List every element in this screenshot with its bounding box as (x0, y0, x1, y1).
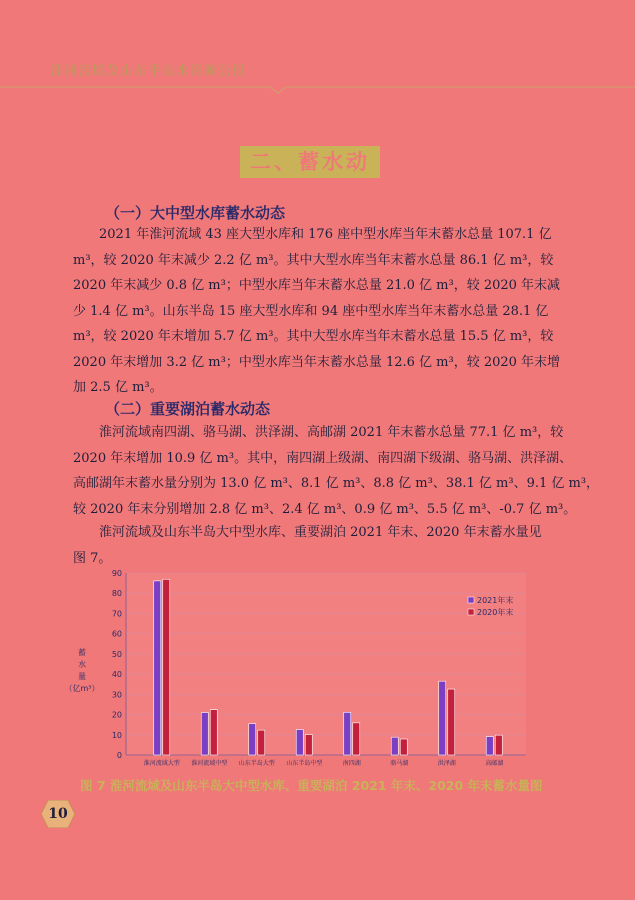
x-tick-label: 骆马湖 (390, 760, 409, 767)
text-line: m³，较 2020 年末减少 2.2 亿 m³。其中大型水库当年末蓄水总量 86.1 亿 m³，较 (73, 252, 554, 268)
x-tick-label: 高邮湖 (485, 760, 504, 767)
bar-2020 (353, 723, 360, 755)
y-axis-label: （亿m³） (64, 684, 100, 693)
text-line: 2021 年淮河流域 43 座大型水库和 176 座中型水库当年末蓄水总量 107.1 亿 (99, 227, 552, 242)
y-tick-label: 20 (111, 710, 122, 720)
figure-caption: 图 7 淮河流域及山东半岛大中型水库、重要湖泊 2021 年末、2020 年末蓄水量图 (80, 778, 543, 793)
bar-2020 (400, 739, 407, 755)
x-tick-label: 淮河流域中型 (191, 760, 228, 767)
bar-2021 (391, 737, 398, 755)
text-line: 2020 年末增加 10.9 亿 m³。其中，南四湖上级湖、南四湖下级湖、骆马湖、洪泽湖、 (73, 450, 573, 466)
bar-2020 (448, 689, 455, 755)
chart-svg (60, 565, 540, 770)
x-tick-label: 山东半岛大型 (238, 760, 275, 767)
y-tick-label: 40 (111, 670, 122, 680)
y-tick-label: 60 (111, 629, 122, 639)
storage-bar-chart (60, 565, 540, 770)
bar-2021 (249, 724, 256, 755)
paragraph-reservoirs (73, 222, 563, 401)
bar-2021 (201, 713, 208, 755)
legend-label: 2021年末 (477, 596, 514, 605)
x-tick-label: 山东半岛中型 (286, 760, 323, 767)
section-title: 二、蓄水动态 (240, 146, 380, 178)
plot-area (126, 573, 526, 755)
text-line: 高邮湖年末蓄水量分别为 13.0 亿 m³、8.1 亿 m³、8.8 亿 m³、38.1 亿 m³、9.1 亿 m³， (73, 476, 600, 491)
page-number-badge (41, 800, 75, 828)
bar-2021 (344, 712, 351, 755)
bar-2021 (296, 730, 303, 755)
bar-2020 (210, 710, 217, 755)
header-title: 淮河流域及山东半岛水资源公报 (50, 64, 247, 79)
text-line: 少 1.4 亿 m³。山东半岛 15 座大型水库和 94 座中型水库当年末蓄水总量 28.1 亿 (73, 303, 549, 319)
y-axis-label: 量 (78, 672, 86, 681)
y-axis-label: 水 (78, 660, 86, 669)
text-line: 2020 年末减少 0.8 亿 m³；中型水库当年末蓄水总量 21.0 亿 m³，较 2020 年末减 (73, 278, 561, 293)
y-tick-label: 10 (111, 730, 122, 740)
text-line: 淮河流域及山东半岛大中型水库、重要湖泊 2021 年末、2020 年末蓄水量见 (99, 525, 542, 540)
x-tick-label: 淮河流域大型 (143, 760, 180, 767)
header-divider (0, 84, 635, 94)
y-tick-label: 90 (111, 569, 122, 578)
bar-2021 (154, 581, 161, 755)
y-tick-label: 70 (111, 609, 122, 619)
bar-2020 (495, 735, 502, 755)
legend-swatch (468, 609, 474, 615)
text-line: 图 7。 (73, 550, 112, 566)
text-line: 淮河流域南四湖、骆马湖、洪泽湖、高邮湖 2021 年末蓄水总量 77.1 亿 m³，较 (99, 425, 564, 440)
legend-swatch (468, 597, 474, 603)
subsection-title-reservoirs: （一）大中型水库蓄水动态 (105, 204, 286, 222)
subsection-title-lakes: （二）重要湖泊蓄水动态 (105, 400, 271, 418)
bar-2020 (258, 730, 265, 755)
page-number: 10 (48, 806, 68, 822)
paragraph-lakes (73, 420, 600, 522)
x-tick-label: 南四湖 (342, 760, 361, 767)
y-tick-label: 50 (111, 649, 122, 659)
y-tick-label: 80 (111, 589, 122, 599)
bar-2021 (486, 737, 493, 755)
bar-2021 (439, 681, 446, 755)
x-tick-label: 洪泽湖 (437, 760, 456, 767)
text-line: 2020 年末增加 3.2 亿 m³；中型水库当年末蓄水总量 12.6 亿 m³，较 2020 年末增 (73, 354, 561, 370)
legend-label: 2020年末 (477, 608, 514, 617)
y-tick-label: 0 (116, 751, 122, 760)
text-line: 较 2020 年末分别增加 2.8 亿 m³、2.4 亿 m³、0.9 亿 m³、5.5 亿 m³、-0.7 亿 m³。 (73, 501, 577, 517)
bar-2020 (163, 579, 170, 755)
y-tick-label: 30 (111, 690, 122, 700)
bar-2020 (305, 735, 312, 755)
y-axis-label: 蓄 (78, 648, 86, 657)
text-line: m³，较 2020 年末增加 5.7 亿 m³。其中大型水库当年末蓄水总量 15.5 亿 m³，较 (73, 329, 554, 344)
paragraph-figure-ref (73, 520, 563, 571)
text-line: 加 2.5 亿 m³。 (73, 380, 163, 395)
